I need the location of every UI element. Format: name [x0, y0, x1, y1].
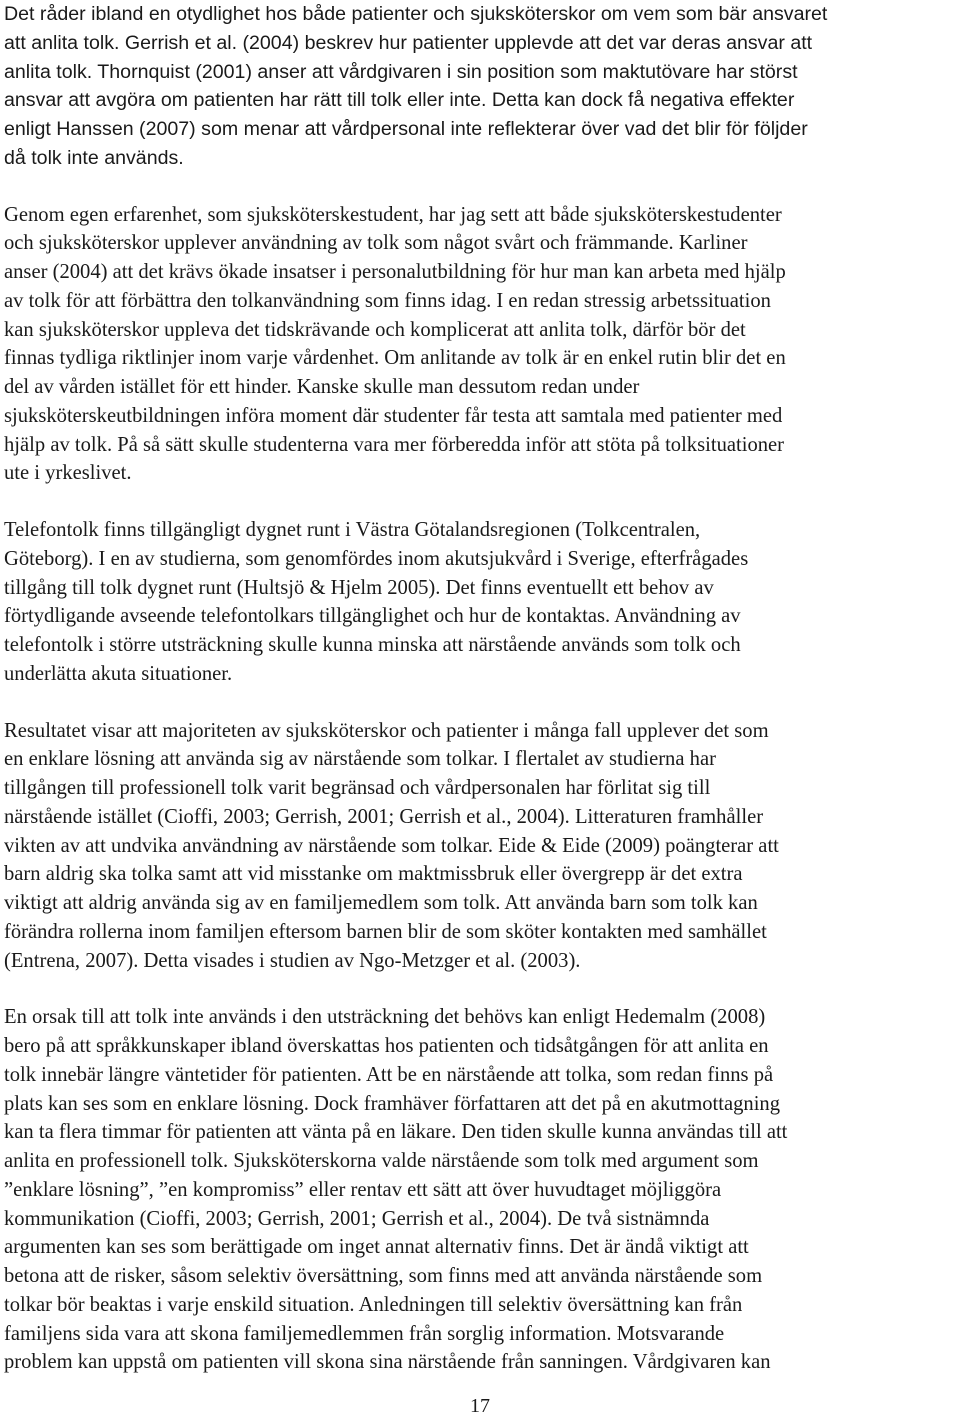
paragraph-gap: [4, 975, 956, 1003]
text-line: enligt Hanssen (2007) som menar att vårdpersonal inte reflekterar över vad det blir för följder: [4, 118, 808, 140]
text-line: Göteborg). I en av studierna, som genomfördes inom akutsjukvård i Sverige, efterfrågades: [4, 547, 749, 570]
paragraph-5: [4, 1003, 956, 1377]
text-line: Det råder ibland en otydlighet hos både patienter och sjuksköterskor om vem som bär ansvaret: [4, 3, 828, 25]
text-line: vikten av att undvika användning av närstående som tolkar. Eide & Eide (2009) poängterar att: [4, 834, 779, 857]
text-line: tolkar bör beaktas i varje enskild situation. Anledningen till selektiv översättning kan från: [4, 1293, 743, 1316]
text-line: familjens sida vara att skona familjemedlemmen från sorglig information. Motsvarande: [4, 1322, 725, 1345]
text-line: barn aldrig ska tolka samt att vid misstanke om maktmissbruk eller övergrepp är det extra: [4, 863, 743, 886]
page-number: 17: [470, 1395, 490, 1417]
text-line: ansvar att avgöra om patienten har rätt till tolk eller inte. Detta kan dock få negativa effekter: [4, 89, 795, 112]
text-line: En orsak till att tolk inte används i den utsträckning det behövs kan enligt Hedemalm (2008): [4, 1006, 766, 1029]
text-line: förtydligande avseende telefontolkars tillgänglighet och hur de kontaktas. Användning av: [4, 605, 741, 628]
paragraph-3: [4, 516, 956, 689]
text-line: ute i yrkeslivet.: [4, 462, 132, 485]
text-line: tillgången till professionell tolk varit begränsad och vårdpersonalen har förlitat sig till: [4, 777, 711, 799]
text-line: finnas tydliga riktlinjer inom varje vårdenhet. Om anlitande av tolk är en enkel rutin blir det en: [4, 347, 786, 370]
text-line: förändra rollerna inom familjen eftersom barnen blir de som sköter kontakten med samhället: [4, 920, 767, 943]
text-line: plats kan ses som en enklare lösning. Dock framhäver författaren att det på en akutmottagning: [4, 1092, 781, 1115]
text-line: en enklare lösning att använda sig av närstående som tolkar. I flertalet av studierna har: [4, 748, 716, 771]
paragraph-2: [4, 201, 956, 489]
text-line: närstående istället (Cioffi, 2003; Gerrish, 2001; Gerrish et al., 2004). Litteraturen framhåller: [4, 805, 764, 828]
paragraph-1: [4, 0, 956, 173]
paragraph-gap: [4, 689, 956, 717]
text-line: anser (2004) att det krävs ökade insatser i personalutbildning för hur man kan arbeta med hjälp: [4, 261, 786, 283]
text-line: tillgång till tolk dygnet runt (Hultsjö & Hjelm 2005). Det finns eventuellt ett behov av: [4, 576, 714, 599]
text-line: sjuksköterskeutbildningen införa moment där studenter får testa att samtala med patienter med: [4, 404, 783, 427]
paragraph-gap: [4, 488, 956, 516]
paragraph-gap: [4, 173, 956, 201]
text-line: betona att de risker, såsom selektiv översättning, som finns med att använda närstående som: [4, 1265, 763, 1287]
text-line: kan ta flera timmar för patienten att vänta på en läkare. Den tiden skulle kunna användas till att: [4, 1121, 788, 1144]
text-line: Genom egen erfarenhet, som sjuksköterskestudent, har jag sett att både sjuksköterskestudenter: [4, 203, 782, 226]
text-line: av tolk för att förbättra den tolkanvändning som finns idag. I en redan stressig arbetssituation: [4, 289, 771, 312]
document-page: [4, 0, 956, 1377]
text-line: underlätta akuta situationer.: [4, 662, 233, 685]
text-line: ”enklare lösning”, ”en kompromiss” eller rentav ett sätt att över huvudtaget möjliggöra: [4, 1178, 722, 1201]
text-line: hjälp av tolk. På så sätt skulle studenterna vara mer förberedda inför att stöta på tolksituationer: [4, 433, 785, 456]
text-line: kan sjuksköterskor uppleva det tidskrävande och komplicerat att anlita tolk, därför bör det: [4, 318, 746, 341]
text-line: då tolk inte används.: [4, 146, 184, 169]
text-line: bero på att språkkunskaper ibland överskattas hos patienten och tidsåtgången för att anlita en: [4, 1035, 769, 1057]
text-line: telefontolk i större utsträckning skulle kunna minska att närstående används som tolk och: [4, 634, 741, 656]
text-line: Resultatet visar att majoriteten av sjuksköterskor och patienter i många fall upplever det som: [4, 719, 769, 742]
text-line: tolk innebär längre väntetider för patienten. Att be en närstående att tolka, som redan finns på: [4, 1063, 774, 1086]
paragraph-4: [4, 717, 956, 976]
text-line: kommunikation (Cioffi, 2003; Gerrish, 2001; Gerrish et al., 2004). De två sistnämnda: [4, 1207, 710, 1230]
text-line: anlita en professionell tolk. Sjuksköterskorna valde närstående som tolk med argument som: [4, 1150, 759, 1172]
text-line: viktigt att aldrig använda sig av en familjemedlem som tolk. Att använda barn som tolk kan: [4, 892, 758, 914]
text-line: (Entrena, 2007). Detta visades i studien av Ngo-Metzger et al. (2003).: [4, 949, 581, 972]
text-line: problem kan uppstå om patienten vill skona sina närstående från sanningen. Vårdgivaren kan: [4, 1351, 771, 1374]
text-line: argumenten kan ses som berättigade om inget annat alternativ finns. Det är ändå viktigt att: [4, 1236, 749, 1259]
text-line: Telefontolk finns tillgängligt dygnet runt i Västra Götalandsregionen (Tolkcentralen,: [4, 519, 701, 541]
text-line: att anlita tolk. Gerrish et al. (2004) beskrev hur patienter upplevde att det var deras ansvar att: [4, 31, 813, 54]
text-line: och sjuksköterskor upplever användning av tolk som något svårt och främmande. Karliner: [4, 232, 748, 255]
text-line: anlita tolk. Thornquist (2001) anser att vårdgivaren i sin position som maktutövare har störst: [4, 60, 798, 83]
text-line: del av vården istället för ett hinder. Kanske skulle man dessutom redan under: [4, 376, 640, 398]
